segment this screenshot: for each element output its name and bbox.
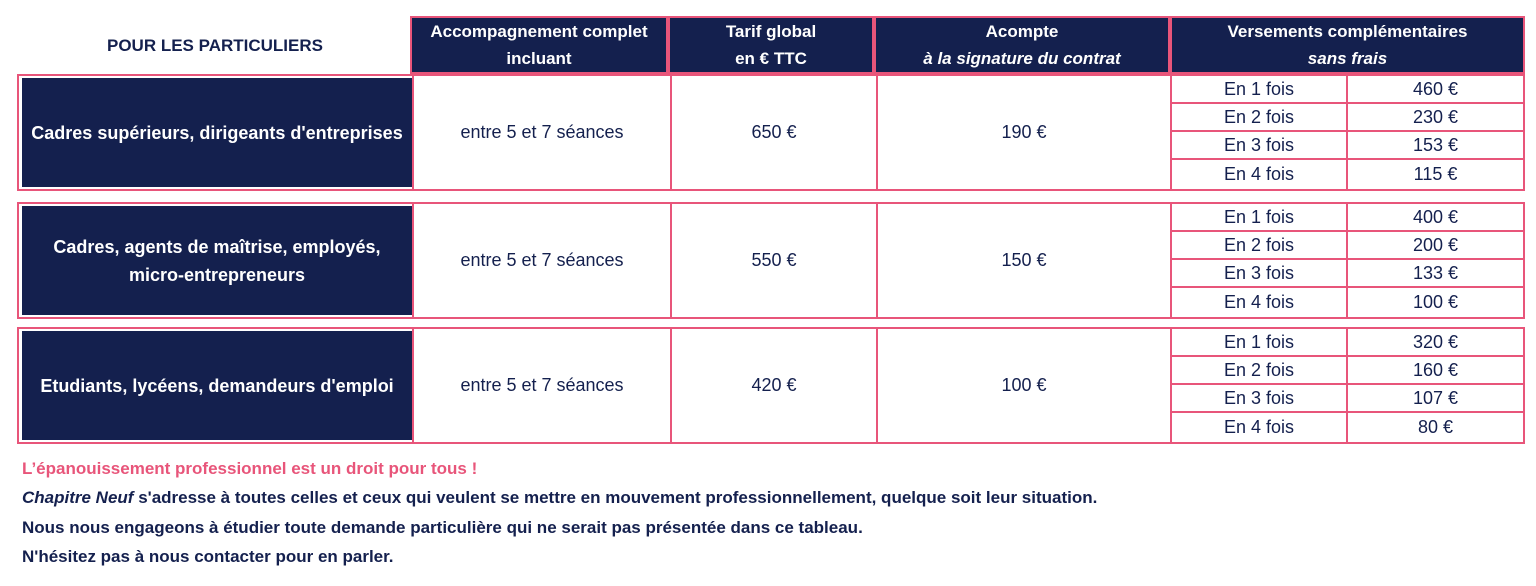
installment-row [1172,204,1523,232]
installment-amount: 230 € [1412,106,1459,127]
header-total [668,16,874,74]
header-total-line2: en € TTC [735,49,807,68]
header-sessions [410,16,668,74]
installment-amount: 320 € [1412,331,1459,352]
installment-row [1172,260,1523,288]
installment-label: En 2 fois [1172,232,1348,258]
deposit-value: 190 € [1001,122,1047,142]
category-label: Cadres, agents de maîtrise, employés, micro-entrepreneurs [22,206,412,315]
installment-label: En 1 fois [1172,204,1348,230]
installment-row [1172,132,1523,160]
header-sessions-line2: incluant [506,49,572,68]
total-price-value: 650 € [751,122,797,142]
installment-amount: 400 € [1412,206,1459,227]
installment-label: En 2 fois [1172,104,1348,130]
installment-label: En 4 fois [1172,288,1348,317]
installment-plan [1172,76,1523,189]
installment-label: En 4 fois [1172,413,1348,442]
installment-row [1172,160,1523,189]
sessions-value: entre 5 et 7 séances [460,250,624,270]
installment-label: En 3 fois [1172,260,1348,286]
installment-row [1172,288,1523,317]
pricing-group-2 [17,202,1525,319]
sessions-value: entre 5 et 7 séances [460,375,624,395]
installment-amount: 200 € [1412,234,1459,255]
installment-row [1172,76,1523,104]
installment-amount: 100 € [1412,292,1459,312]
installment-row [1172,329,1523,357]
installment-row [1172,104,1523,132]
category-label: Etudiants, lycéens, demandeurs d'emploi [22,331,412,440]
brand-name: Chapitre Neuf [22,488,134,507]
sessions-value: entre 5 et 7 séances [460,122,624,142]
commitment-note: Nous nous engageons à étudier toute demande particulière qui ne serait pas présentée dans ce tableau. [22,518,863,537]
section-title: POUR LES PARTICULIERS [107,36,323,55]
installment-plan [1172,204,1523,317]
pricing-group-3 [17,327,1525,444]
header-installments-line1: Versements complémentaires [1227,22,1468,41]
header-total-line1: Tarif global [725,22,817,41]
header-installments [1170,16,1525,74]
total-price-value: 550 € [751,250,797,270]
installment-plan [1172,329,1523,442]
header-deposit [874,16,1170,74]
tagline: L’épanouissement professionnel est un droit pour tous ! [22,459,478,478]
installment-row [1172,385,1523,413]
installment-amount: 115 € [1413,164,1458,184]
category-label: Cadres supérieurs, dirigeants d'entreprises [22,78,412,187]
installment-row [1172,232,1523,260]
deposit-value: 150 € [1001,250,1047,270]
installment-amount: 107 € [1412,387,1459,408]
intro-note [22,488,1097,508]
installment-label: En 3 fois [1172,385,1348,411]
header-deposit-line2: à la signature du contrat [923,49,1121,68]
installment-label: En 1 fois [1172,329,1348,355]
installment-amount: 80 € [1417,417,1454,437]
installment-row [1172,357,1523,385]
header-sessions-line1: Accompagnement complet [430,22,648,41]
installment-label: En 2 fois [1172,357,1348,383]
deposit-value: 100 € [1001,375,1047,395]
installment-amount: 160 € [1412,359,1459,380]
installment-amount: 460 € [1412,78,1459,99]
total-price-value: 420 € [751,375,797,395]
installment-amount: 133 € [1412,262,1459,283]
intro-note-text: s'adresse à toutes celles et ceux qui veulent se mettre en mouvement professionnellement, quelque soit leur situation. [133,488,1098,507]
installment-label: En 4 fois [1172,160,1348,189]
installment-label: En 1 fois [1172,76,1348,102]
installment-label: En 3 fois [1172,132,1348,158]
header-deposit-line1: Acompte [985,22,1059,41]
contact-note: N'hésitez pas à nous contacter pour en parler. [22,547,394,566]
pricing-group-1 [17,74,1525,191]
installment-amount: 153 € [1412,134,1459,155]
installment-row [1172,413,1523,442]
header-installments-line2: sans frais [1307,49,1388,68]
